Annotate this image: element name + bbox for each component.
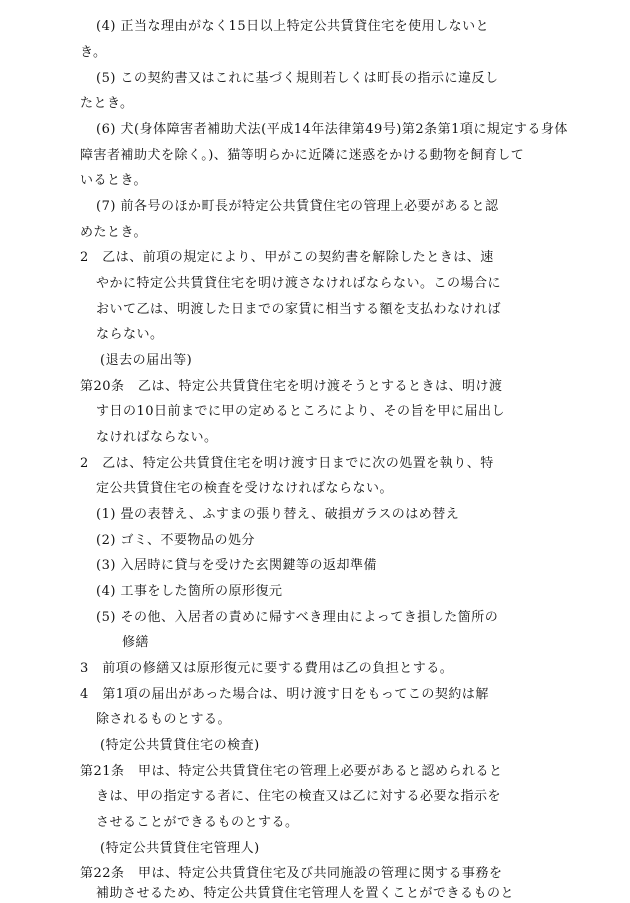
list-item: (3) 入居時に貸与を受けた玄関鍵等の返却準備 (96, 558, 378, 573)
text-line: 除されるものとする。 (96, 712, 232, 727)
article-heading-line: 第21条 甲は、特定公共賃貸住宅の管理上必要があると認められると (80, 764, 503, 779)
text-line: たとき。 (80, 96, 134, 111)
text-line: 4 第1項の届出があった場合は、明け渡す日をもってこの契約は解 (80, 687, 489, 702)
list-item: (1) 畳の表替え、ふすまの張り替え、破損ガラスのはめ替え (96, 507, 460, 522)
list-item: 修繕 (122, 635, 150, 650)
list-item: (4) 工事をした箇所の原形復元 (96, 584, 283, 599)
article-heading-line: 第20条 乙は、特定公共賃貸住宅を明け渡そうとするときは、明け渡 (80, 379, 503, 394)
article-caption: (特定公共賃貸住宅管理人) (100, 841, 260, 856)
article-caption: (退去の届出等) (100, 353, 193, 368)
article-heading-line: 第22条 甲は、特定公共賃貸住宅及び共同施設の管理に関する事務を (80, 866, 503, 881)
text-line: 定公共賃貸住宅の検査を受けなければならない。 (96, 481, 394, 496)
list-item: (5) その他、入居者の責めに帰すべき理由によってき損した箇所の (96, 610, 499, 625)
text-line: (4) 正当な理由がなく15日以上特定公共賃貸住宅を使用しないと (96, 19, 490, 34)
text-line: (6) 犬(身体障害者補助犬法(平成14年法律第49号)第2条第1項に規定する身体 (96, 122, 568, 137)
text-line: させることができるものとする。 (96, 815, 299, 830)
text-line: (5) この契約書又はこれに基づく規則若しくは町長の指示に違反し (96, 71, 499, 86)
text-line: 障害者補助犬を除く。)、猫等明らかに近隣に迷惑をかける動物を飼育して (80, 148, 525, 163)
text-line: おいて乙は、明渡した日までの家賃に相当する額を支払わなければ (96, 302, 502, 317)
text-line: す日の10日前までに甲の定めるところにより、その旨を甲に届出し (96, 404, 506, 419)
text-line: き。 (80, 45, 107, 60)
article-caption: (特定公共賃貸住宅の検査) (100, 738, 260, 753)
text-line: 2 乙は、特定公共賃貸住宅を明け渡す日までに次の処置を執り、特 (80, 456, 494, 471)
text-line: いるとき。 (80, 173, 147, 188)
text-line: めたとき。 (80, 225, 147, 240)
text-line: きは、甲の指定する者に、住宅の検査又は乙に対する必要な指示を (96, 789, 502, 804)
text-line: ならない。 (96, 327, 164, 342)
text-line: 2 乙は、前項の規定により、甲がこの契約書を解除したときは、速 (80, 250, 494, 265)
text-line: 補助させるため、特定公共賃貸住宅管理人を置くことができるものと (96, 886, 514, 901)
text-line: なければならない。 (96, 430, 218, 445)
list-item: (2) ゴミ、不要物品の処分 (96, 533, 256, 548)
text-line: 3 前項の修繕又は原形復元に要する費用は乙の負担とする。 (80, 661, 454, 676)
text-line: (7) 前各号のほか町長が特定公共賃貸住宅の管理上必要があると認 (96, 199, 499, 214)
text-line: やかに特定公共賃貸住宅を明け渡さなければならない。この場合に (96, 276, 502, 291)
